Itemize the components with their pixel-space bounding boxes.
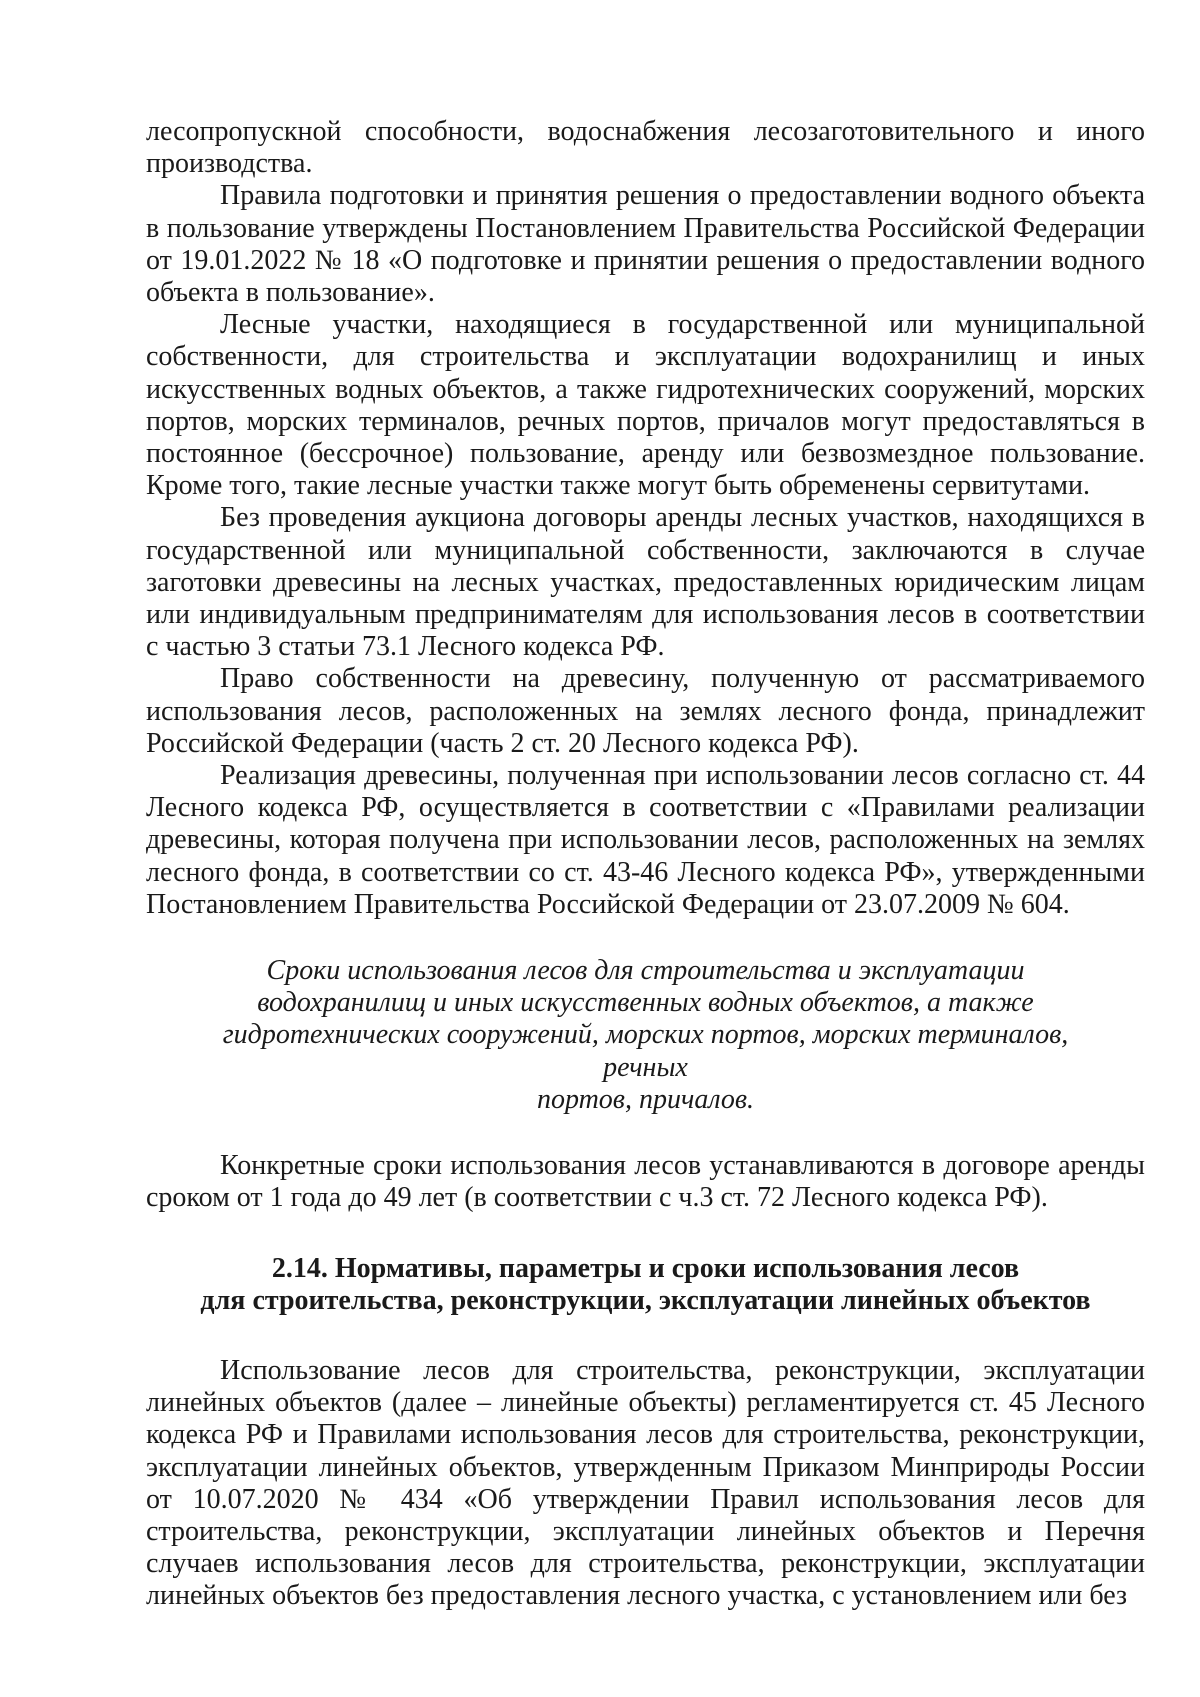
paragraph-forest-plots-provision: Лесные участки, находящиеся в государственной или муниципальной собственности, для строительства и эксплуатации водохранилищ и иных искусственных водных объектов, а также гидротехнических сооружений, морских портов, морских терминалов, речных портов, причалов могут предоставляться в постоянное (бессрочное) пользование, аренду или безвозмездное пользование. Кроме того, такие лесные участки также могут быть обременены сервитутами. [146,309,1145,502]
subtitle-line: гидротехнических сооружений, морских портов, морских терминалов, речных [222,1019,1069,1083]
page-body [146,116,1145,1613]
paragraph-wood-ownership: Право собственности на древесину, полученную от рассматриваемого использования лесов, расположенных на землях лесного фонда, принадлежит Российской Федерации (часть 2 ст. 20 Лесного кодекса РФ). [146,663,1145,759]
subtitle-line: портов, причалов. [536,1083,755,1115]
paragraph-water-object-rules: Правила подготовки и принятия решения о предоставлении водного объекта в пользование утверждены Постановлением Правительства Российской Федерации от 19.01.2022 № 18 «О подготовке и принятии решения о предоставлении водного объекта в пользование». [146,180,1145,309]
paragraph-wood-sale: Реализация древесины, полученная при использовании лесов согласно ст. 44 Лесного кодекса РФ, осуществляется в соответствии с «Правилами реализации древесины, которая получена при использовании лесов, расположенных на землях лесного фонда, в соответствии со ст. 43-46 Лесного кодекса РФ», утвержденными Постановлением Правительства Российской Федерации от 23.07.2009 № 604. [146,760,1145,920]
section-heading-line-1: 2.14. Нормативы, параметры и сроки использования лесов [271,1252,1020,1284]
paragraph-lease-terms: Конкретные сроки использования лесов устанавливаются в договоре аренды сроком от 1 года до 49 лет (в соответствии с ч.3 ст. 72 Лесного кодекса РФ). [146,1150,1145,1214]
paragraph-lease-without-auction: Без проведения аукциона договоры аренды лесных участков, находящихся в государственной или муниципальной собственности, заключаются в случае заготовки древесины на лесных участках, предоставленных юридическим лицам или индивидуальным предпринимателям для использования лесов в соответствии с частью 3 статьи 73.1 Лесного кодекса РФ. [146,502,1145,663]
section-heading-line-2: для строительства, реконструкции, эксплуатации линейных объектов [200,1284,1091,1316]
section-heading [146,1253,1145,1317]
paragraph-continuation: лесопропускной способности, водоснабжения лесозаготовительного и иного производства. [146,116,1145,180]
subtitle-line: Сроки использования лесов для строительства и эксплуатации [266,955,1025,987]
paragraph-linear-objects: Использование лесов для строительства, реконструкции, эксплуатации линейных объектов (далее – линейные объекты) регламентируется ст. 45 Лесного кодекса РФ и Правилами использования лесов для строительства, реконструкции, эксплуатации линейных объектов, утвержденным Приказом Минприроды России от 10.07.2020 № 434 «Об утверждении Правил использования лесов для строительства, реконструкции, эксплуатации линейных объектов и Перечня случаев использования лесов для строительства, реконструкции, эксплуатации линейных объектов без предоставления лесного участка, с установлением или без [146,1354,1145,1612]
subtitle-line: водохранилищ и иных искусственных водных объектов, а также [257,987,1034,1019]
subsection-subtitle [146,955,1145,1116]
